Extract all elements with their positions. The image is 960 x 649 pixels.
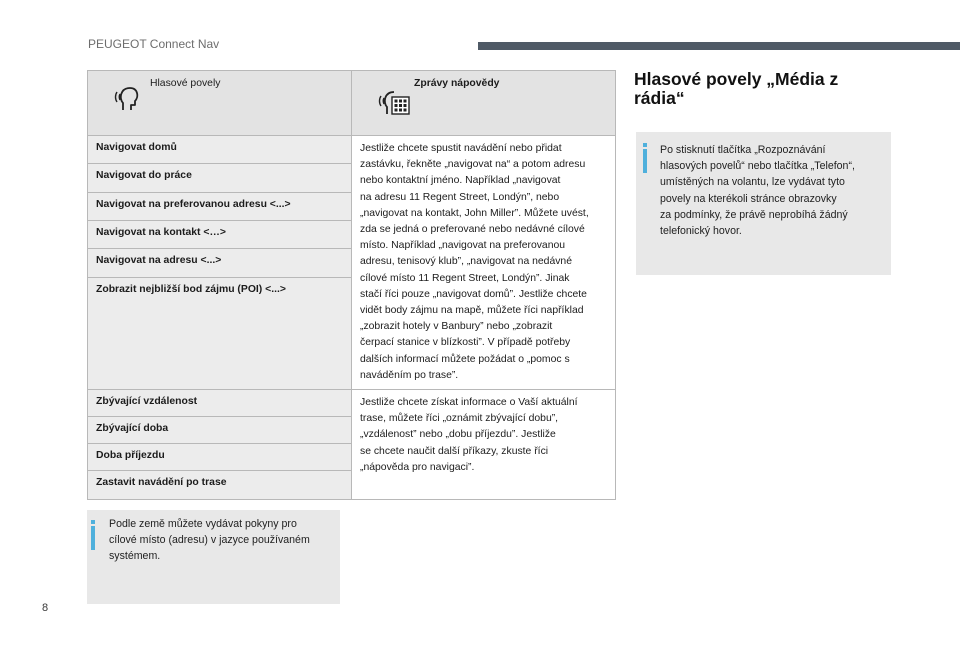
- help-line: „vzdálenost” nebo „dobu příjezdu”. Jestliže: [360, 429, 556, 441]
- help-line: stačí říci pouze „navigovat domů”. Jestliže chcete: [360, 288, 587, 300]
- note-line: umístěných na volantu, lze vydávat tyto: [660, 176, 845, 189]
- column-header-voice-commands: Hlasové povely: [150, 78, 221, 89]
- help-line: adresu, tenisový klub”, „navigovat na nedávné: [360, 256, 572, 268]
- command-cell: Zbývající vzdálenost: [88, 390, 352, 417]
- help-line: zastávku, řekněte „navigovat na“ a potom adresu: [360, 159, 586, 171]
- help-line: zda se jedná o preferované nebo nedávné cílové: [360, 224, 585, 236]
- header-bar: [478, 42, 960, 50]
- table-header-commands: [88, 71, 352, 136]
- table-row: [88, 136, 616, 164]
- help-line: cílové místo 11 Regent Street, Londýn”. Jinak: [360, 272, 570, 284]
- help-line: „zobrazit hotely v Banbury” nebo „zobrazit: [360, 321, 553, 333]
- note-line: telefonický hovor.: [660, 225, 742, 238]
- help-line: naváděním po trase”.: [360, 369, 459, 381]
- note-line: systémem.: [109, 550, 161, 563]
- table-header-help: [352, 71, 616, 136]
- note-left: [87, 510, 340, 604]
- help-line: místo. Například „navigovat na preferovanou: [360, 240, 566, 252]
- section-title-line: rádia“: [634, 88, 685, 108]
- command-cell: Zobrazit nejbližší bod zájmu (POI) <...>: [88, 277, 352, 389]
- manual-header-title: PEUGEOT Connect Nav: [88, 37, 220, 51]
- help-text-navigation: [352, 136, 616, 390]
- help-text-route-info: [352, 390, 616, 500]
- help-line: Jestliže chcete spustit navádění nebo přidat: [360, 143, 562, 154]
- help-line: „nápověda pro navigaci”.: [360, 461, 475, 473]
- info-icon: [643, 149, 647, 173]
- info-icon: [91, 526, 95, 550]
- note-line: Po stisknutí tlačítka „Rozpoznávání: [660, 144, 826, 156]
- note-line: hlasových povelů“ nebo tlačítka „Telefon“,: [660, 160, 855, 173]
- note-right: [636, 132, 891, 275]
- command-cell: Navigovat na preferovanou adresu <...>: [88, 192, 352, 220]
- table-header-row: [88, 71, 616, 136]
- note-line: Podle země můžete vydávat pokyny pro: [109, 518, 297, 530]
- command-cell: Navigovat domů: [88, 136, 352, 164]
- voice-command-icon: [114, 83, 142, 113]
- section-title-line: Hlasové povely „Média z: [634, 69, 839, 89]
- voice-commands-table: [87, 70, 616, 500]
- command-cell: Navigovat na kontakt <…>: [88, 221, 352, 249]
- help-line: „navigovat na kontakt, John Miller”. Můžete uvést,: [360, 207, 589, 219]
- page-number: 8: [42, 602, 49, 614]
- command-cell: Zbývající doba: [88, 417, 352, 444]
- help-line: na adresu 11 Regent Street, Londýn”, nebo: [360, 191, 560, 203]
- command-cell: Zastavit navádění po trase: [88, 471, 352, 500]
- table-row: [88, 390, 616, 417]
- help-line: dalších informací můžete požádat o „pomoc s: [360, 353, 570, 365]
- column-header-help-messages: Zprávy nápovědy: [414, 78, 500, 89]
- help-line: trase, můžete říci „oznámit zbývající dobu”,: [360, 413, 559, 425]
- section-title: [634, 70, 838, 108]
- command-cell: Doba příjezdu: [88, 444, 352, 471]
- note-line: povely na kterékoli stránce obrazovky: [660, 192, 837, 205]
- command-cell: Navigovat na adresu <...>: [88, 249, 352, 277]
- note-line: za podmínky, že právě neprobíhá žádný: [660, 208, 848, 221]
- help-line: nebo kontaktní jméno. Například „navigovat: [360, 175, 561, 187]
- help-line: se chcete naučit další příkazy, zkuste říci: [360, 445, 549, 457]
- note-line: cílové místo (adresu) v jazyce používaném: [109, 534, 310, 547]
- note-right-text: [660, 142, 890, 239]
- note-left-text: [109, 516, 339, 565]
- help-line: vidět body zájmu na mapě, můžete říci například: [360, 305, 584, 317]
- help-line: čerpací stanice v blízkosti”. V případě potřeby: [360, 337, 571, 349]
- command-cell: Navigovat do práce: [88, 164, 352, 192]
- help-line: Jestliže chcete získat informace o Vaší aktuální: [360, 397, 578, 409]
- voice-keypad-icon: [378, 83, 412, 117]
